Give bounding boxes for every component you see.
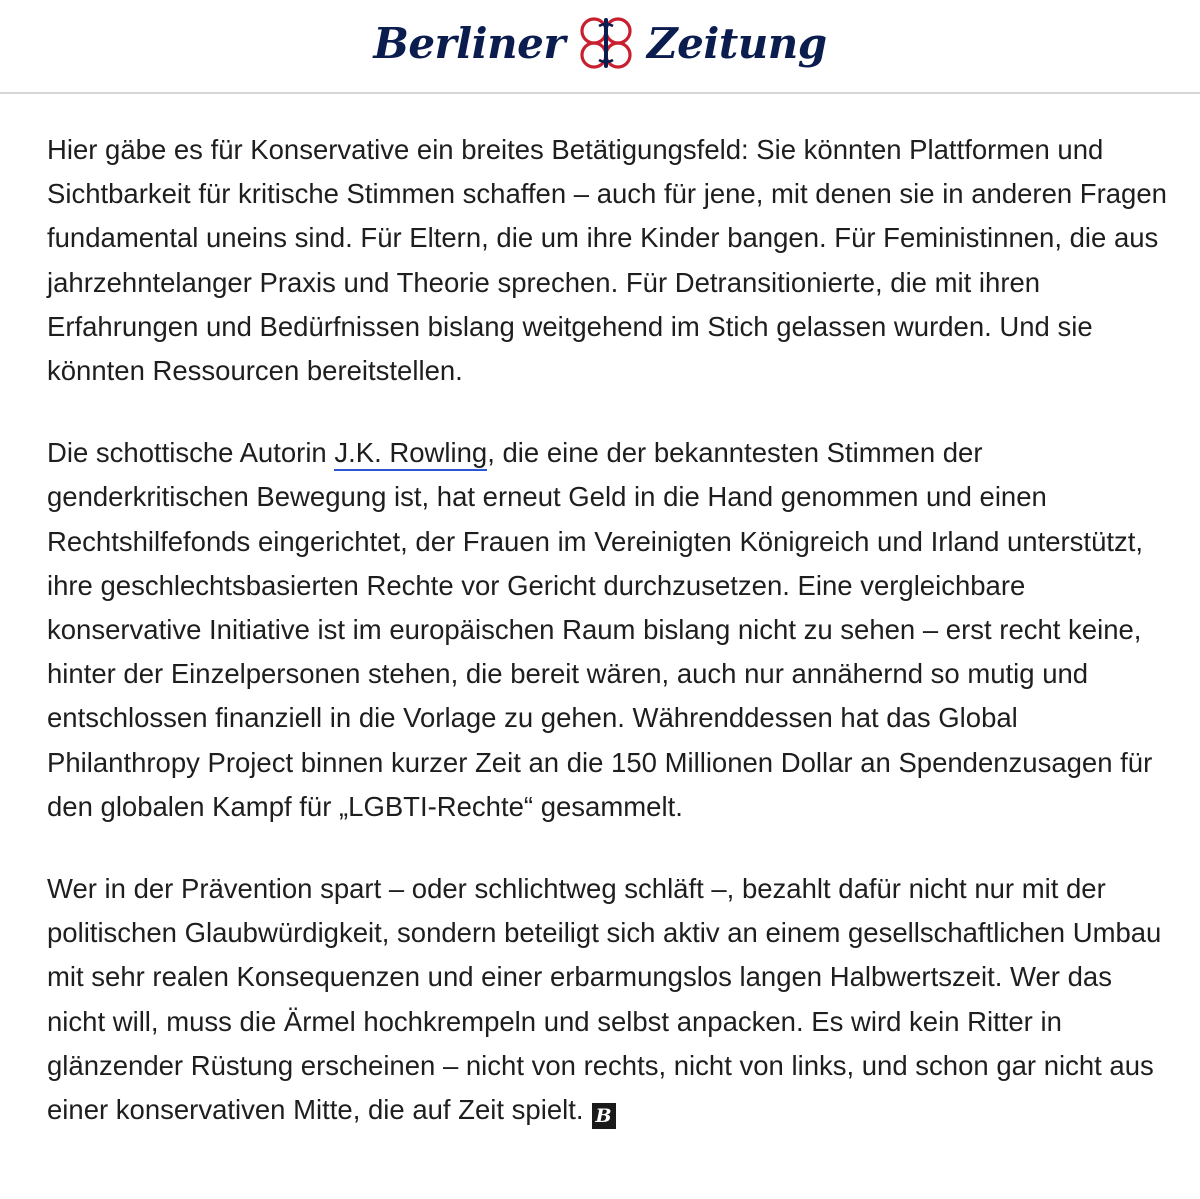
brand-logo[interactable]: [373, 12, 826, 74]
bz-emblem-icon: [575, 12, 637, 74]
jk-rowling-link[interactable]: J.K. Rowling: [334, 437, 487, 471]
paragraph-2-rest: , die eine der bekanntesten Stimmen der genderkritischen Bewegung ist, hat erneut Geld in die Hand genommen und einen Rechtshilfefonds eingerichtet, der Frauen im Vereinigten Königreich und Irland unterstützt, ihre geschlechtsbasierten Rechte vor Gericht durchzusetzen. Eine vergleichbare konservative Initiative ist im europäischen Raum bislang nicht zu sehen – erst recht keine, hinter der Einzelpersonen stehen, die bereit wären, auch nur annähernd so mutig und entschlossen finanziell in die Vorlage zu gehen. Währenddessen hat das Global Philanthropy Project binnen kurzer Zeit an die 150 Millionen Dollar an Spendenzusagen für den globalen Kampf für „LGBTI-Rechte“ gesammelt.: [47, 437, 1153, 822]
article-paragraph-1: Hier gäbe es für Konservative ein breites Betätigungsfeld: Sie könnten Plattformen und Sichtbarkeit für kritische Stimmen schaffen – auch für jene, mit denen sie in anderen Fragen fundamental uneins sind. Für Eltern, die um ihre Kinder bangen. Für Feministinnen, die aus jahrzehntelanger Praxis und Theorie sprechen. Für Detransitionierte, die mit ihren Erfahrungen und Bedürfnissen bislang weitgehend im Stich gelassen wurden. Und sie könnten Ressourcen bereitstellen.: [47, 134, 1167, 387]
article-body: [47, 128, 1172, 1170]
end-of-article-icon: B: [592, 1103, 616, 1129]
brand-word-left: Berliner: [373, 18, 565, 68]
paragraph-2-intro: Die schottische Autorin: [47, 437, 335, 469]
paragraph-3-text: Wer in der Prävention spart – oder schlichtweg schläft –, bezahlt dafür nicht nur mit der politischen Glaubwürdigkeit, sondern beteiligt sich aktiv an einem gesellschaftlichen Umbau mit sehr realen Konsequenzen und einer erbarmungslos langen Halbwertszeit. Wer das nicht will, muss die Ärmel hochkrempeln und selbst anpacken. Es wird kein Ritter in glänzender Rüstung erscheinen – nicht von rechts, nicht von links, und schon gar nicht aus einer konservativen Mitte, die auf Zeit spielt.: [47, 873, 1162, 1126]
masthead-divider: [0, 92, 1200, 94]
masthead: [0, 0, 1200, 92]
article-paragraph-2: [47, 431, 1172, 829]
article-paragraph-3: [47, 867, 1172, 1132]
brand-word-right: Zeitung: [646, 18, 827, 68]
